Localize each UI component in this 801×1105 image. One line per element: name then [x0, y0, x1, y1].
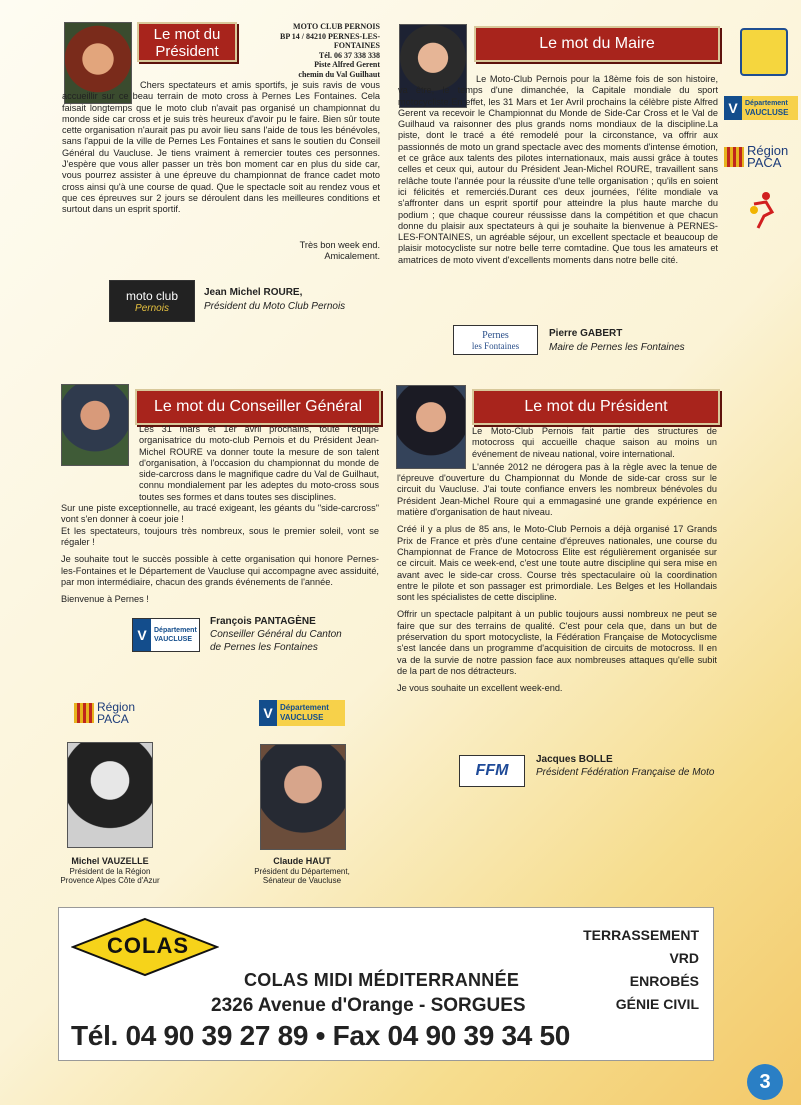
address-line: Piste Alfred Gerent [314, 60, 380, 69]
maire-banner: Le mot du Maire [474, 26, 720, 62]
president-ffm-text: Le Moto-Club Pernois fait partie des structures de motocross qui accueille chaque saison au moins un événement de niveau national, voire international. L'année 2012 ne dérogera pas à la règle avec la tenue de l'épreuve d'ouverture du Championnat du Monde de side-car cross sur le circuit du Vaucluse. J'ai toute confiance envers les nombreux bénévoles du Président Jean-Michel Roure qui a emmagasiné une grande expérience en matière d'organisation de haut niveau. Créé il y a plus de 85 ans, le Moto-Club Pernois a déjà organisé 17 Grands Prix de France et près d'une centaine d'épreuves nationales, une course du Championnat de France de Motocross Elite est régulièrement organisée sur ce circuit. Mais ce week-end, c'est une toute autre discipline qui sera mise en avant avec le side-car cross. Course très spectaculaire où la coordination entre le pilote et son passager est primordiale. Les Belges et les Hollandais sont les spécialistes de cette discipline. Offrir un spectacle palpitant à un public toujours aussi nombreux ne peut se faire que sur des terrains de qualité. C'est pour cela que, dans un but de préservation du sport motocycliste, la Fédération Française de Motocyclisme s'est lancée dans un programme d'acquisition de circuits de motocross. Il en va de la survie de notre passion face aux nombreuses attaques qu'elle subit de la part de nos détracteurs. Je vous souhaite un excellent week-end. [397, 426, 717, 694]
pernes-logo: Pernes les Fontaines [453, 325, 538, 355]
moto-club-logo: moto club Pernois [109, 280, 195, 322]
president-ffm-banner: Le mot du Président [472, 389, 720, 425]
crest-icon [740, 28, 788, 76]
service-item: ENROBÉS [629, 973, 699, 989]
colas-brand: COLAS [107, 933, 189, 958]
president-ffm-signature: Jacques BOLLE Président Fédération Française de Moto [536, 754, 715, 778]
region-paca-logo-2: Région PACA [74, 698, 158, 728]
club-address [252, 22, 380, 79]
v-icon: V [259, 700, 277, 726]
haut-photo [260, 744, 346, 850]
departement-vaucluse-logo: V Département VAUCLUSE [724, 96, 798, 120]
v-icon: V [133, 619, 151, 651]
region-paca-logo: Région PACA [724, 142, 800, 172]
colas-services [541, 924, 699, 1016]
region-flag-icon [74, 703, 94, 723]
address-line: MOTO CLUB PERNOIS [293, 22, 380, 31]
maire-signature: Pierre GABERT Maire de Pernes les Fontaines [549, 328, 685, 353]
departement-vaucluse-logo-2: V Département VAUCLUSE [259, 700, 345, 726]
colas-address: 2326 Avenue d'Orange - SORGUES [211, 995, 526, 1016]
conseiller-banner: Le mot du Conseiller Général [135, 389, 381, 425]
colas-company: COLAS MIDI MÉDITERRANNÉE [244, 970, 520, 990]
vauzelle-photo [67, 742, 153, 848]
conseiller-text: Les 31 mars et 1er avril prochains, toute l'équipe organisatrice du moto-club Pernois et du Président Jean-Michel ROURE va donner toute la mesure de son talent d'organisation, à l'occasion du championnat du monde de side-carcross dans le magnifique cadre du Val de Guilhaut, connu mondialement par les adeptes du moto-cross sous toutes ses formes et dans toutes ses disciplines. Sur une piste exceptionnelle, au tracé exigeant, les géants du "side-carcross" vont s'en donner à coeur joie ! Et les spectateurs, toujours très nombreux, sous le premier soleil, vont se régaler ! Je souhaite tout le succès possible à cette organisation qui honore Pernes-les-Fontaines et le Département de Vaucluse qui accompagne avec assiduité, par mon intermédiaire, chacun des grands événements de l'année. Bienvenue à Pernes ! [61, 424, 379, 605]
colas-phone: Tél. 04 90 39 27 89 • Fax 04 90 39 34 50 [71, 1020, 571, 1051]
address-line: BP 14 / 84210 PERNES-LES-FONTAINES [279, 31, 380, 50]
ffm-logo: FFM [459, 755, 525, 787]
region-flag-icon [724, 147, 744, 167]
president-club-signature: Jean Michel ROURE, Président du Moto Club Pernois [204, 287, 346, 312]
president-club-banner: Le mot du Président [137, 22, 237, 62]
service-item: VRD [669, 950, 699, 966]
maire-text: Le Moto-Club Pernois pour la 18ème fois de son histoire, va être, le temps d'une dimanchée, la Capitale mondiale du sport motocycliste.En effet, les 31 Mars et 1er Avril prochains la célèbre piste Alfred Gerent va recevoir le Championnat du Monde de Side-Car Cross et le Val de Guilhaud va raisonner des plus grands noms mondiaux de la discipline.La piste, dont le tracé a été remodelé pour la circonstance, va offrir aux passionnés de moto un grand spectacle avec des moments d'intense émotion, et ce grâce aux talents des pilotes internationaux, mais aussi grâce à toutes celles et ceux qui, autour du Président Jean-Michel ROURE, travaillent sans relâche toute l'année pour la réussite d'une telle organisation ; qu'ils en soient ici félicités et remerciés.Durant ces deux journées, l'élite mondiale va s'affronter dans un esprit sportif pour atteindre la plus haute marche du podium ; que chaque coureur réussisse dans la compétition et que chacun donne du plaisir aux spectateurs à qui je souhaite la bienvenue à PERNES-LES-FONTAINES, un agréable séjour, un excellent spectacle et beaucoup de plaisir motocycliste sur notre belle terre comtadine. Que tous les amateurs et amatrices de moto vivent d'excellents moments dans notre belle cité. [398, 74, 718, 265]
conseiller-signature: François PANTAGÈNE Conseiller Général du Canton de Pernes les Fontaines [210, 616, 342, 653]
page-number: 3 [747, 1064, 783, 1100]
v-icon: V [724, 96, 742, 120]
service-item: TERRASSEMENT [583, 927, 699, 943]
sport-figure-icon [748, 190, 778, 232]
address-line: Tél. 06 37 338 338 [318, 50, 380, 60]
colas-advert [58, 907, 714, 1061]
president-club-closing: Très bon week end. Amicalement. [299, 240, 380, 262]
conseiller-vaucluse-logo: V Département VAUCLUSE [132, 618, 200, 652]
address-line: chemin du Val Guilhaut [298, 69, 380, 79]
haut-caption: Claude HAUT Président du Département, Sénateur de Vaucluse [254, 856, 350, 885]
service-item: GÉNIE CIVIL [615, 996, 699, 1012]
vauzelle-caption: Michel VAUZELLE Président de la Région Provence Alpes Côte d'Azur [60, 856, 160, 885]
president-club-text: Chers spectateurs et amis sportifs, je suis ravis de vous accueillir sur ce beau terrain de moto cross à Pernes Les Fontaines. Cela faisait longtemps que le moto club n'avait pas organisé un championnat du monde side car cross et je suis très heureux d'avoir pu le faire. Bien sûr toute cette organisation n'aurait pas pu avoir lieu sans l'aide de tous les bénévoles, sans l'appui de la ville de Pernes Les Fontaines et sans le soutien du Conseil Général du Vaucluse. Je tiens vraiment à remercier toutes ces personnes. J'espère que vous aller passer un très bon moment car en plus du side car, vous pourrez assister à une épreuve du championnat de france cadet moto cross ainsi qu'à une course de quad. Que le spectacle soit au rendez vous et que ces épreuves sur 2 jours se déroulent dans les meilleures conditions et surtout dans un esprit sportif. [62, 80, 380, 215]
